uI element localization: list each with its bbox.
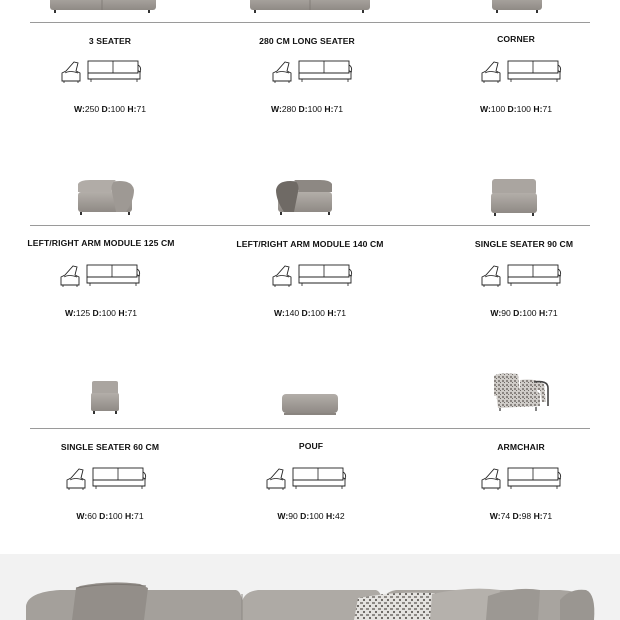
product-armchair [421,442,620,522]
arm-module-125-photo [76,178,136,216]
product-name: LEFT/RIGHT ARM MODULE 125 CM [27,238,175,248]
product-dimensions: W:90 D:100 H:71 [490,308,558,318]
product-name: LEFT/RIGHT ARM MODULE 140 CM [236,239,384,249]
product-3-seater [10,36,210,116]
corner-module-photo [490,0,544,14]
product-name: 3 SEATER [88,36,132,46]
product-dimensions: W:250 D:100 H:71 [73,104,146,114]
product-name: POUF [298,441,324,451]
row-divider-3 [30,428,590,429]
dimension-diagram-icon [480,466,564,492]
single-seater-90-photo [490,177,540,217]
dimension-diagram-icon [480,59,564,85]
row-divider-1 [30,22,590,23]
product-dimensions: W:140 D:100 H:71 [273,308,346,318]
product-dimensions: W:90 D:100 H:42 [277,511,345,521]
product-dimensions: W:280 D:100 H:71 [270,104,343,114]
dimension-diagram-icon [265,466,349,492]
dimension-diagram-icon [65,466,149,492]
product-dimensions: W:60 D:100 H:71 [76,511,144,521]
product-name: SINGLE SEATER 90 CM [474,239,574,249]
dimension-diagram-icon [60,59,144,85]
dimension-diagram-icon [480,263,564,289]
sofa-long-seater-photo [248,0,372,14]
product-dimensions: W:125 D:100 H:71 [64,308,137,318]
dimension-diagram-icon [271,59,355,85]
dimension-diagram-icon [271,263,355,289]
product-name: SINGLE SEATER 60 CM [60,442,160,452]
row-divider-2 [30,225,590,226]
single-seater-60-photo [90,379,122,415]
product-arm-module-125 [1,238,201,318]
product-pouf [211,441,411,521]
pouf-photo [281,392,339,416]
product-dimensions: W:74 D:98 H:71 [489,511,553,521]
product-corner [416,34,616,116]
product-name: 280 CM LONG SEATER [259,36,355,46]
armchair-photo [490,372,552,412]
arm-module-140-photo [274,178,334,216]
sofa-3-seater-photo [48,0,158,14]
product-name: CORNER [497,34,535,44]
dimension-diagram-icon [59,263,143,289]
sofa-photo [0,554,620,620]
product-single-seater-60 [10,442,210,522]
product-single-seater-90 [424,239,620,319]
product-name: ARMCHAIR [497,442,545,452]
product-arm-module-140 [210,239,410,319]
product-long-seater [207,36,407,116]
product-dimensions: W:100 D:100 H:71 [479,104,552,114]
hero-sofa-photo [0,554,620,620]
